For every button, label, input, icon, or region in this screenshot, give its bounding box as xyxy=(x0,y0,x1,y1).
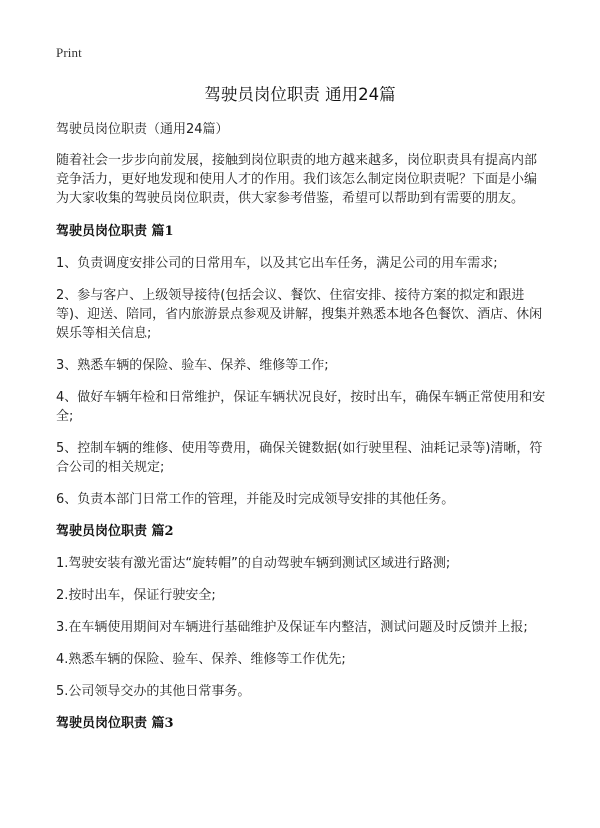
list-item: 4、做好车辆年检和日常维护，保证车辆状况良好，按时出车，确保车辆正常使用和安全; xyxy=(56,390,546,424)
list-item: 3、熟悉车辆的保险、验车、保养、维修等工作; xyxy=(56,358,329,373)
list-item: 1.驾驶安装有激光雷达“旋转帽”的自动驾驶车辆到测试区域进行路测; xyxy=(56,556,451,571)
document-subtitle: 驾驶员岗位职责（通用24篇） xyxy=(56,122,229,137)
intro-paragraph: 随着社会一步步向前发展，接触到岗位职责的地方越来越多，岗位职责具有提高内部竞争活力，更好地发现和使用人才的作用。我们该怎么制定岗位职责呢？下面是小编为大家收集的驾驶员岗位职责，供大家参考借鉴，希望可以帮助到有需要的朋友。 xyxy=(56,153,538,206)
list-item: 2、参与客户、上级领导接待(包括会议、餐饮、住宿安排、接待方案的拟定和跟进等)、迎送、陪同，省内旅游景点参观及讲解，搜集并熟悉本地各色餐饮、酒店、休闲娱乐等相关信息; xyxy=(56,288,543,341)
section-heading: 驾驶员岗位职责 篇1 xyxy=(56,224,174,239)
section-2 xyxy=(56,522,546,701)
section-heading: 驾驶员岗位职责 篇2 xyxy=(56,524,174,539)
section-3 xyxy=(56,714,546,733)
list-item: 6、负责本部门日常工作的管理，并能及时完成领导安排的其他任务。 xyxy=(56,492,455,507)
list-item: 5.公司领导交办的其他日常事务。 xyxy=(56,684,251,699)
document-content xyxy=(56,120,546,746)
list-item: 1、负责调度安排公司的日常用车，以及其它出车任务，满足公司的用车需求; xyxy=(56,256,498,271)
list-item: 4.熟悉车辆的保险、验车、保养、维修等工作优先; xyxy=(56,652,346,667)
list-item: 3.在车辆使用期间对车辆进行基础维护及保证车内整洁，测试问题及时反馈并上报; xyxy=(56,620,528,635)
list-item: 2.按时出车，保证行驶安全; xyxy=(56,588,216,603)
document-title: 驾驶员岗位职责 通用24篇 xyxy=(204,85,396,104)
section-heading: 驾驶员岗位职责 篇3 xyxy=(56,716,174,731)
print-label: Print xyxy=(56,45,82,60)
section-1 xyxy=(56,222,546,509)
list-item: 5、控制车辆的维修、使用等费用，确保关键数据(如行驶里程、油耗记录等)清晰，符合公司的相关规定; xyxy=(56,441,543,475)
